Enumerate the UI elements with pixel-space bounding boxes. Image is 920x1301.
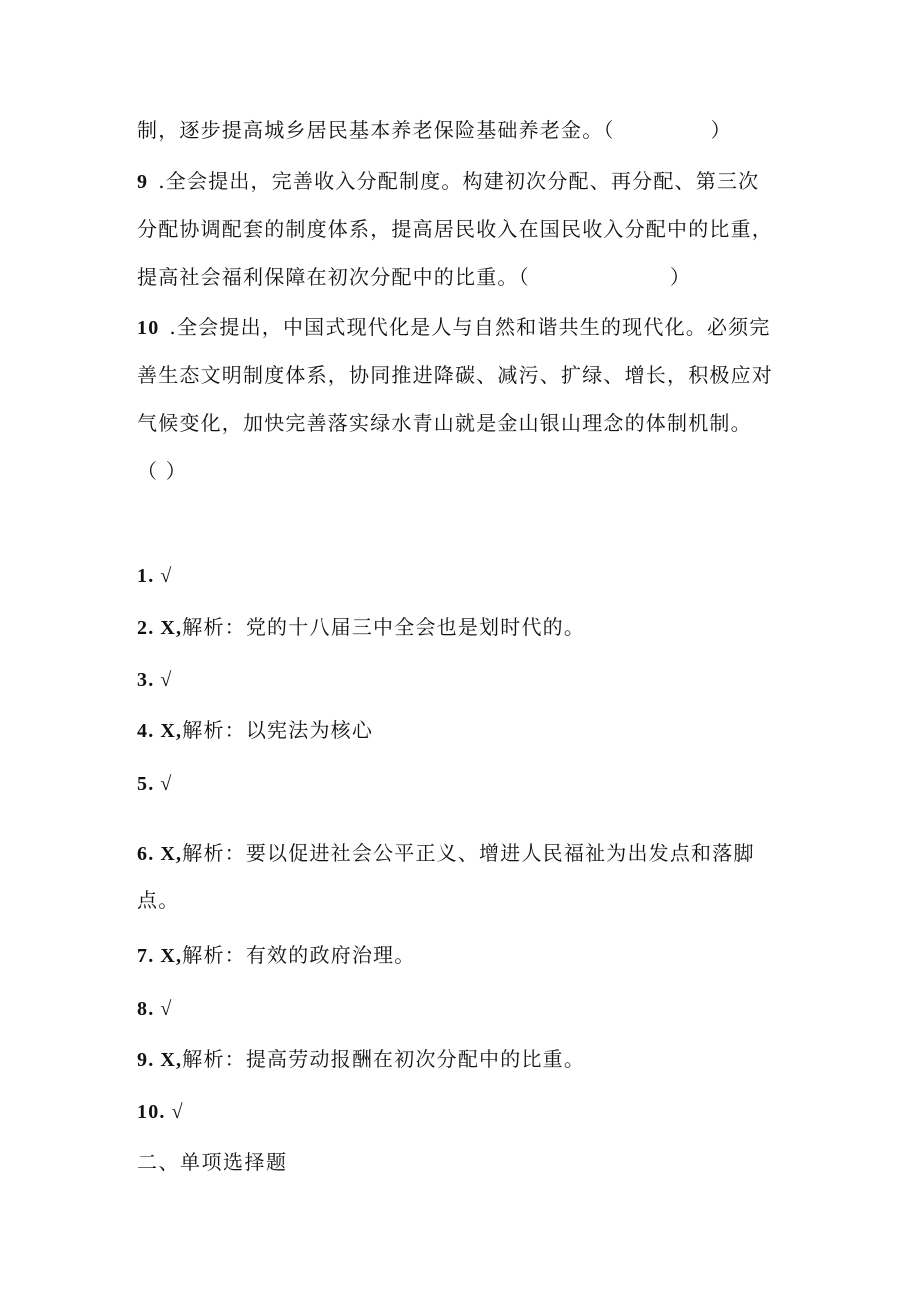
- answer-4: [137, 716, 373, 745]
- answer-mark: √: [160, 669, 173, 691]
- question-9-text-1: .全会提出，完善收入分配制度。构建初次分配、再分配、第三次: [158, 169, 760, 193]
- answer-mark: √: [160, 773, 173, 795]
- answer-mark: √: [171, 1101, 184, 1123]
- answer-explanation: 解析：有效的政府治理。: [182, 943, 416, 967]
- answer-number: 10.: [137, 1101, 166, 1123]
- question-10-number: 10: [137, 317, 160, 339]
- answer-1: [137, 561, 173, 590]
- answer-number: 6.: [137, 843, 155, 865]
- answer-mark: X,: [160, 617, 183, 639]
- answer-explanation: 解析：党的十八届三中全会也是划时代的。: [182, 615, 586, 639]
- answer-explanation: 解析：要以促进社会公平正义、增进人民福祉为出发点和落脚: [182, 841, 755, 865]
- question-9-line-3: [137, 263, 691, 291]
- question-8-text: 制，逐步提高城乡居民基本养老保险基础养老金。（: [137, 118, 615, 142]
- question-8-close-paren: ）: [710, 118, 732, 142]
- question-9-text-3: 提高社会福利保障在初次分配中的比重。（: [137, 265, 530, 289]
- question-9-line-1: [137, 167, 759, 196]
- answer-mark: X,: [160, 1049, 183, 1071]
- section-title: 二、单项选择题: [137, 1150, 288, 1174]
- answer-number: 8.: [137, 998, 155, 1020]
- question-10-text-3: 气候变化，加快完善落实绿水青山就是金山银山理念的体制机制。: [137, 411, 752, 435]
- answer-explanation-cont: 点。: [137, 888, 180, 912]
- answer-mark: X,: [160, 720, 183, 742]
- question-9-number: 9: [137, 171, 149, 193]
- question-8-tail: [137, 116, 732, 144]
- answer-6-continuation: [137, 886, 179, 914]
- answer-7: [137, 941, 415, 970]
- answer-2: [137, 613, 585, 642]
- answer-number: 9.: [137, 1049, 155, 1071]
- answer-explanation: 解析：提高劳动报酬在初次分配中的比重。: [182, 1047, 586, 1071]
- answer-mark: X,: [160, 945, 183, 967]
- question-10-text-2: 善生态文明制度体系，协同推进降碳、减污、扩绿、增长，积极应对: [137, 363, 773, 387]
- question-10-line-3: [137, 409, 752, 437]
- answer-5: [137, 769, 173, 798]
- question-10-line-1: [137, 313, 771, 342]
- answer-9: [137, 1045, 585, 1074]
- answer-mark: √: [160, 565, 173, 587]
- question-9-line-2: [137, 215, 773, 243]
- answer-number: 1.: [137, 565, 155, 587]
- question-10-line-4: [137, 457, 187, 485]
- answer-10: [137, 1097, 184, 1126]
- question-10-line-2: [137, 361, 773, 389]
- answer-number: 3.: [137, 669, 155, 691]
- answer-number: 4.: [137, 720, 155, 742]
- answer-mark: X,: [160, 843, 183, 865]
- answer-number: 7.: [137, 945, 155, 967]
- answer-6: [137, 839, 755, 868]
- question-10-text-1: .全会提出，中国式现代化是人与自然和谐共生的现代化。必须完: [169, 315, 771, 339]
- answer-8: [137, 994, 173, 1023]
- question-9-text-2: 分配协调配套的制度体系，提高居民收入在国民收入分配中的比重，: [137, 217, 773, 241]
- answer-explanation: 解析：以宪法为核心: [182, 718, 374, 742]
- answer-3: [137, 665, 173, 694]
- question-9-close-paren: ）: [669, 265, 692, 289]
- answer-mark: √: [160, 998, 173, 1020]
- question-10-paren: （ ）: [137, 459, 187, 483]
- answer-number: 5.: [137, 773, 155, 795]
- answer-number: 2.: [137, 617, 155, 639]
